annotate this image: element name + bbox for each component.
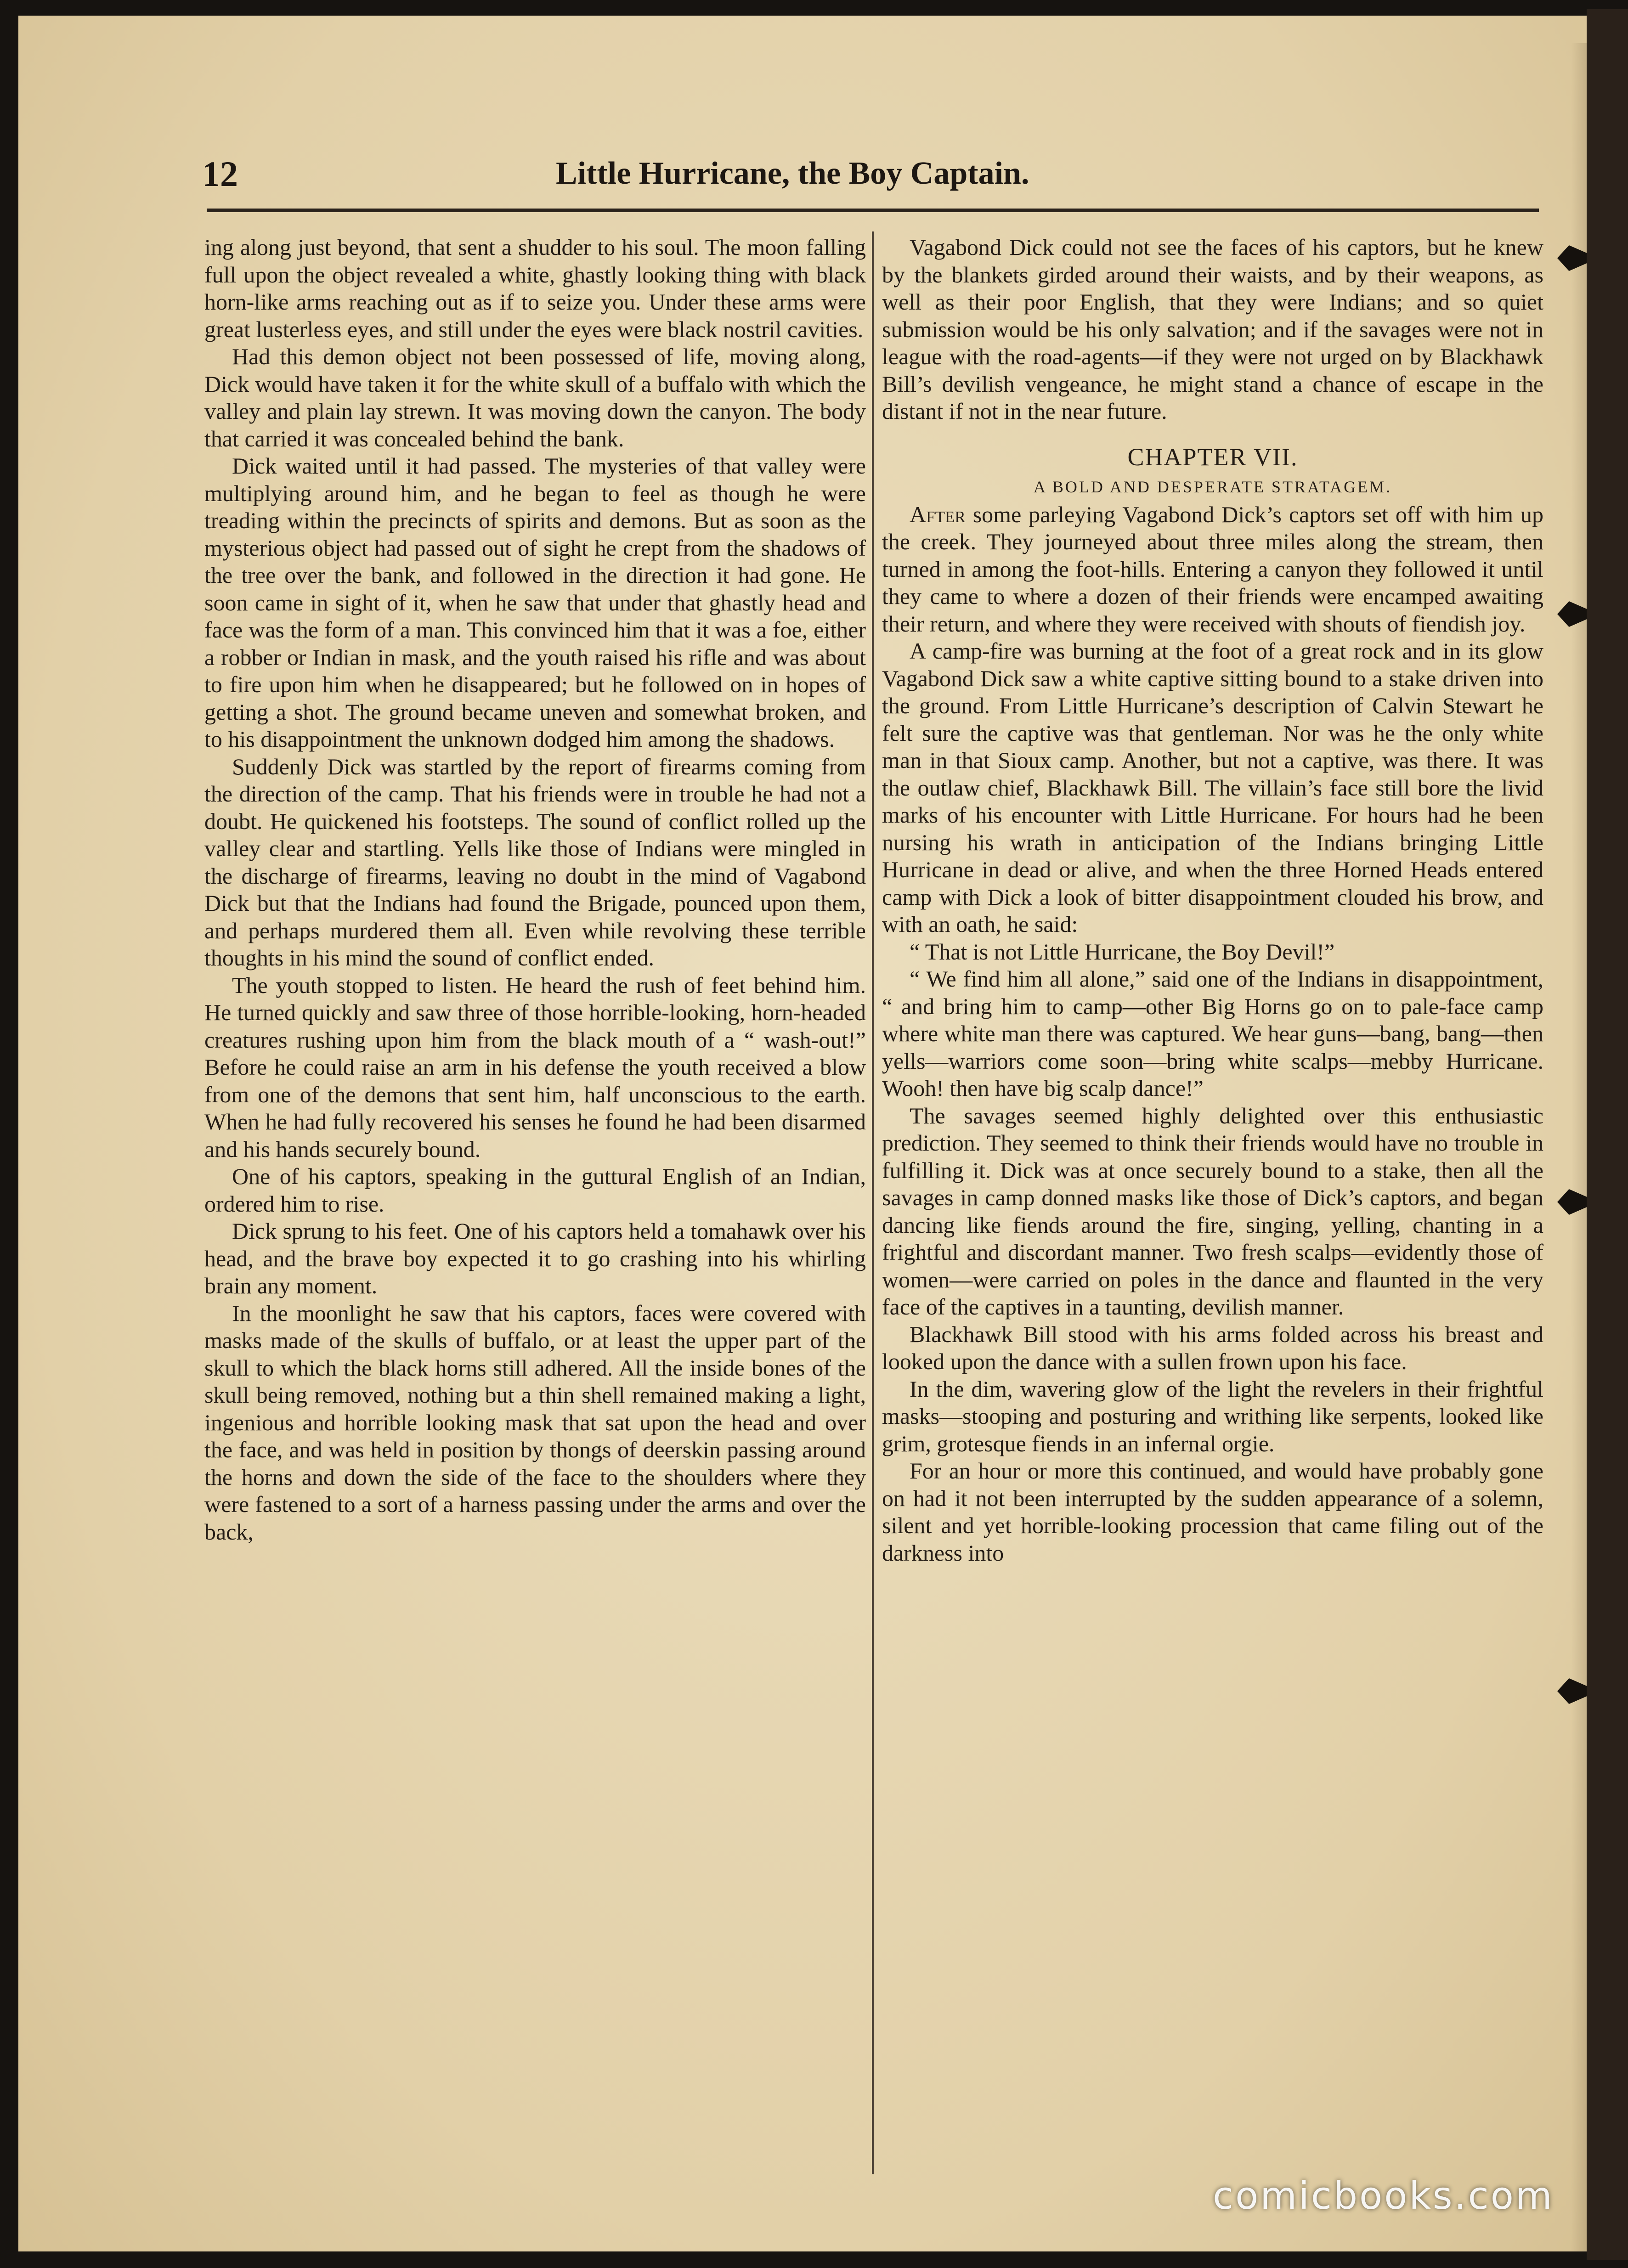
paragraph: For an hour or more this continued, and would have probably gone on had it not been interrupted by the sudden appearance of a solemn, silent and yet horrible-looking procession that came filing out of the darkness into: [882, 1458, 1543, 1566]
paragraph: Blackhawk Bill stood with his arms folded across his breast and looked upon the dance with a sullen frown upon his face.: [882, 1321, 1543, 1374]
paragraph: ing along just beyond, that sent a shudder to his soul. The moon falling full upon the object revealed a white, ghastly looking thing with black horn-like arms reaching out as if to seize you. Under these arms were great lusterless eyes, and still under the eyes were black nostril cavities.: [204, 234, 866, 342]
page-header: [188, 153, 1548, 209]
page-edge-shading: [1571, 43, 1587, 2251]
paragraph: The savages seemed highly delighted over this enthusiastic prediction. They seemed to think their friends would have no trouble in fulfilling it. Dick was at once securely bound to a stake, then all the savages in camp donned masks like those of Dick’s captors, and began dancing like fiends around the fire, singing, yelling, chanting in a frightful and discordant manner. Two fresh scalps—evidently those of women—were carried on poles in the dance and flaunted in the very face of the captives in a taunting, devilish manner.: [882, 1102, 1543, 1320]
page-number: 12: [202, 154, 238, 194]
chapter-opening-paragraph: [882, 501, 1543, 638]
right-column: [882, 234, 1543, 2177]
paragraph: “ We find him all alone,” said one of the Indians in disappointment, “ and bring him to camp—other Big Horns go on to pale-face camp where white man there was captured. We hear guns—bang, bang—then yells—warriors come soon—bring white scalps—mebby Hurricane. Wooh! then have big scalp dance!”: [882, 966, 1543, 1101]
running-title: Little Hurricane, the Boy Captain.: [556, 156, 1029, 191]
spine-shadow: [1587, 9, 1628, 2260]
paragraph: The youth stopped to listen. He heard the rush of feet behind him. He turned quickly and saw three of those horrible-looking, horn-headed creatures rushing upon him from the black mouth of a “ wash-out!” Before he could raise an arm in his defense the youth received a blow from one of the demons that sent him, half unconscious to the earth. When he had fully recovered his senses he found he had been disarmed and his hands securely bound.: [204, 972, 866, 1162]
paragraph: In the dim, wavering glow of the light the revelers in their frightful masks—stooping and posturing and writhing like serpents, looked like grim, grotesque fiends in an infernal orgie.: [882, 1376, 1543, 1456]
paragraph: Dick sprung to his feet. One of his captors held a tomahawk over his head, and the brave boy expected it to go crashing into his whirling brain any moment.: [204, 1218, 866, 1298]
chapter-subtitle: A BOLD AND DESPERATE STRATAGEM.: [1033, 478, 1392, 496]
paragraph: Dick waited until it had passed. The mysteries of that valley were multiplying around him, and he began to feel as though he were treading within the precincts of spirits and demons. But as soon as the mysterious object had passed out of sight he crept from the shadows of the tree over the bank, and followed in the direction it had gone. He soon came in sight of it, when he saw that under that ghastly head and face was the form of a man. This convinced him that it was a foe, either a robber or Indian in mask, and the youth raised his rifle and was about to fire upon him when he disappeared; but he followed on in hopes of getting a shot. The ground became uneven and somewhat broken, and to his disappointment the unknown dodged him among the shadows.: [204, 453, 866, 752]
column-divider: [872, 231, 874, 2174]
drop-word: After: [910, 501, 966, 527]
paragraph-text: some parleying Vagabond Dick’s captors set off with him up the creek. They journeyed about three miles along the stream, then turned in among the foot-hills. Entering a canyon they followed it until they came to where a dozen of their friends were encamped awaiting their return, and where they were received with shouts of fiendish joy.: [882, 501, 1543, 637]
left-column: [204, 234, 866, 2177]
paragraph: A camp-fire was burning at the foot of a great rock and in its glow Vagabond Dick saw a white captive sitting bound to a stake driven into the ground. From Little Hurricane’s description of Calvin Stewart he felt sure the captive was that gentleman. Nor was he the only white man in that Sioux camp. Another, but not a captive, was there. It was the outlaw chief, Blackhawk Bill. The villain’s face still bore the livid marks of his encounter with Little Hurricane. For hours had he been nursing his wrath in anticipation of the Indians bringing Little Hurricane in dead or alive, and when the three Horned Heads entered camp with Dick a look of bitter disappointment clouded his brow, and with an oath, he said:: [882, 638, 1543, 937]
watermark: comicbooks.com: [1213, 2174, 1554, 2218]
header-rule: [207, 209, 1539, 212]
paragraph: “ That is not Little Hurricane, the Boy Devil!”: [910, 938, 1335, 965]
chapter-heading: CHAPTER VII.: [1127, 443, 1298, 471]
paragraph: In the moonlight he saw that his captors, faces were covered with masks made of the skulls of buffalo, or at least the upper part of the skull to which the black horns still adhered. All the inside bones of the skull being removed, nothing but a thin shell remained making a light, ingenious and horrible looking mask that sat upon the head and over the face, and was held in position by thongs of deerskin passing around the horns and down the side of the face to the shoulders where they were fastened to a sort of a harness passing under the arms and over the back,: [204, 1300, 866, 1545]
scanned-page: [18, 16, 1587, 2251]
paragraph: One of his captors, speaking in the guttural English of an Indian, ordered him to rise.: [204, 1163, 866, 1217]
paragraph: Suddenly Dick was startled by the report of firearms coming from the direction of the camp. That his friends were in trouble he had not a doubt. He quickened his footsteps. The sound of conflict rolled up the valley clear and startling. Yells like those of Indians were mingled in the discharge of firearms, leaving no doubt in the mind of Vagabond Dick but that the Indians had found the Brigade, pounced upon them, and perhaps murdered them all. Even while revolving these terrible thoughts in his mind the sound of conflict ended.: [204, 753, 866, 970]
paragraph: Had this demon object not been possessed of life, moving along, Dick would have taken it for the white skull of a buffalo with which the valley and plain lay strewn. It was moving down the canyon. The body that carried it was concealed behind the bank.: [204, 344, 866, 451]
paragraph: Vagabond Dick could not see the faces of his captors, but he knew by the blankets girded around their waists, and by their weapons, as well as their poor English, that they were Indians; and so quiet submission would be his only salvation; and if the savages were not in league with the road-agents—if they were not urged on by Blackhawk Bill’s devilish vengeance, he might stand a chance of escape in the distant if not in the near future.: [882, 234, 1543, 424]
